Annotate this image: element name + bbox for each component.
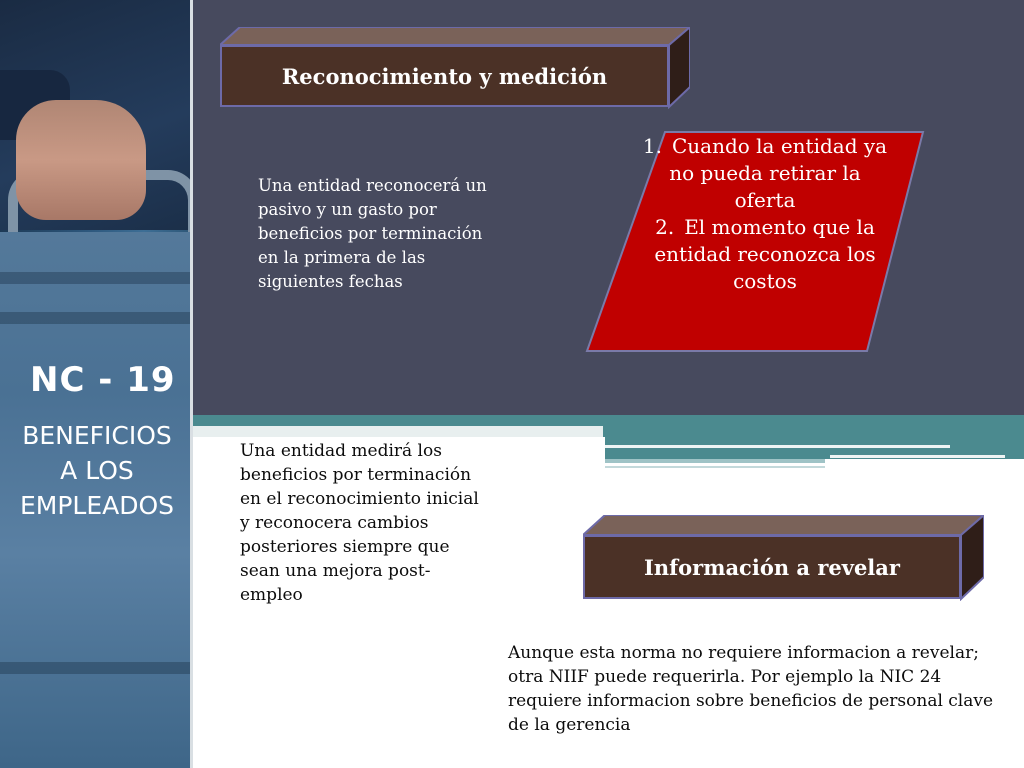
heading-disclosure: Información a revelar — [583, 535, 961, 599]
briefcase-photo — [0, 0, 192, 768]
standard-code-label: NC - 19 — [30, 360, 176, 400]
disclosure-text: Aunque esta norma no requiere informacion a revelar; otra NIIF puede requerirla. Por ejemplo la NIC 24 requiere informacion sobre beneficios de personal clave de la gerencia — [508, 643, 994, 735]
heading-box-recognition — [220, 27, 690, 107]
list-item: 2. El momento que la entidad reconozca los costos — [654, 215, 876, 293]
hand — [16, 100, 146, 220]
standard-title-label: BENEFICIOS A LOS EMPLEADOS — [19, 421, 175, 520]
heading-recognition: Reconocimiento y medición — [220, 45, 669, 107]
band-notch — [193, 426, 603, 437]
decor-line — [605, 445, 950, 448]
list-item: 1. Cuando la entidad ya no pueda retirar la oferta — [642, 134, 888, 212]
decor-line — [605, 466, 825, 468]
decor-line — [830, 455, 1005, 458]
heading-box-disclosure — [583, 515, 984, 599]
recognition-text: Una entidad reconocerá un pasivo y un gasto por beneficios por terminación en la primera de las siguientes fechas — [258, 176, 487, 291]
decor-line — [605, 459, 825, 463]
recognition-dates-list — [640, 133, 890, 295]
measurement-text: Una entidad medirá los beneficios por terminación en el reconocimiento inicial y reconocera cambios posteriores siempre que sean una mejora post-empleo — [240, 441, 479, 605]
